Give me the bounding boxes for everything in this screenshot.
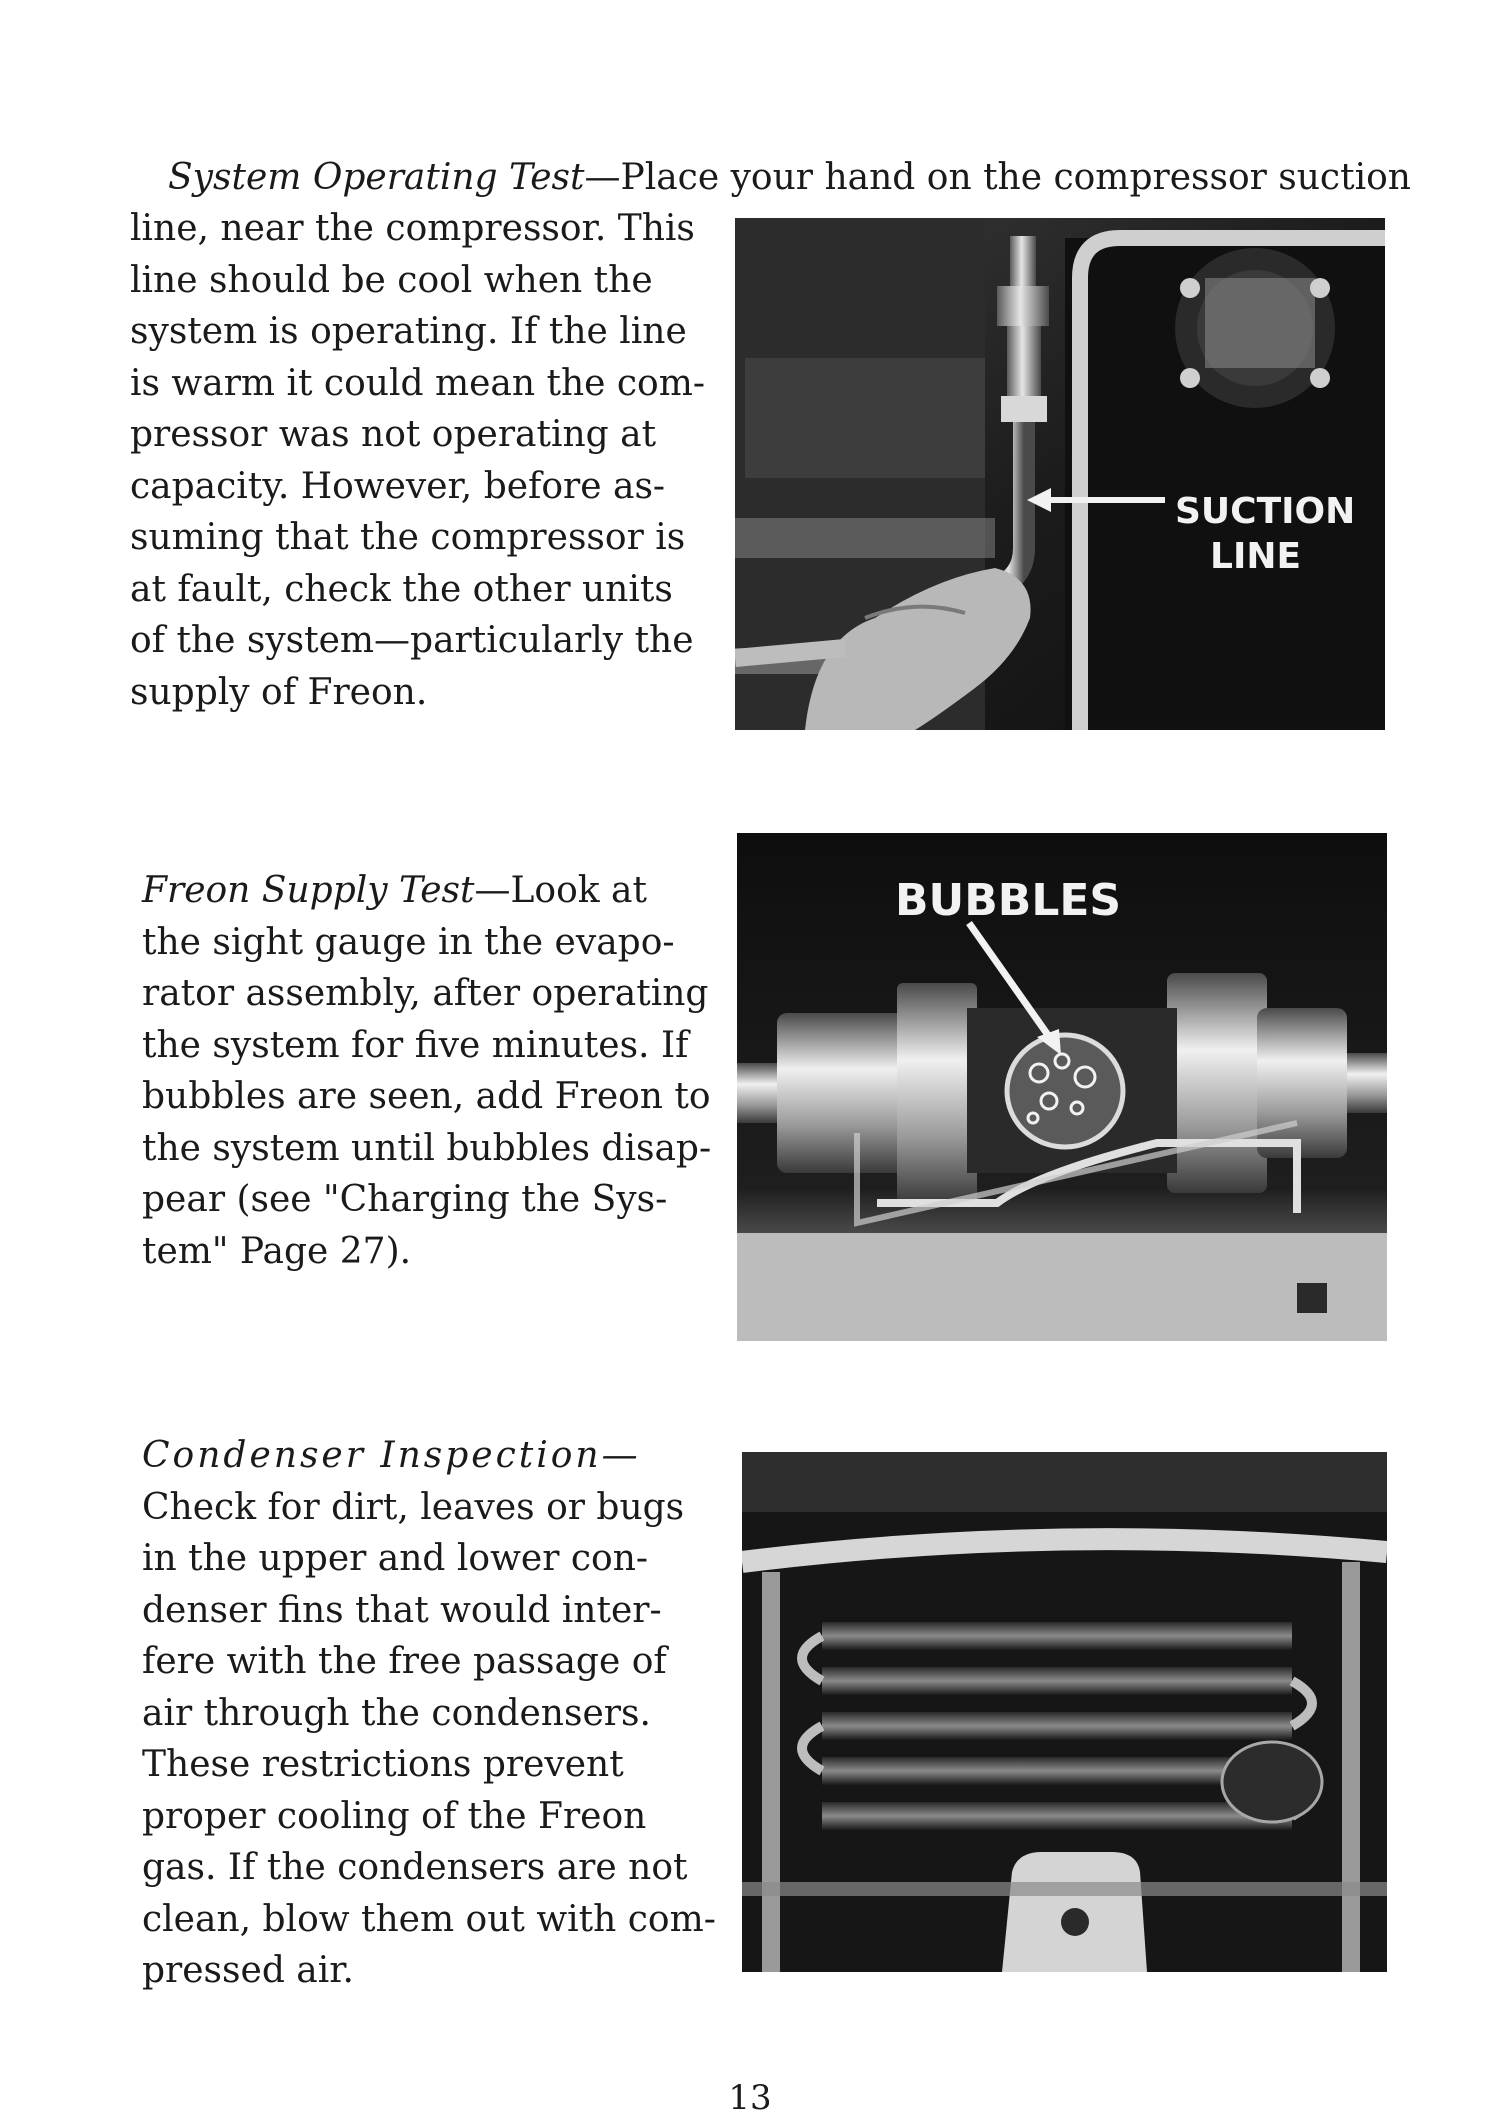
condenser-photo — [742, 1452, 1387, 1972]
section1-line: of the system—particularly the — [130, 620, 694, 661]
section1-line: capacity. However, before as- — [130, 465, 666, 507]
suction-line-photo — [735, 218, 1385, 730]
section2-first-line — [142, 865, 690, 917]
section2-heading: Freon Supply Test — [142, 870, 475, 911]
section3-line: proper cooling of the Freon — [142, 1795, 647, 1837]
section1-first-line — [168, 152, 1411, 204]
section3-body — [142, 1430, 716, 1997]
section3-line: pressed air. — [142, 1950, 354, 1991]
section3-line: clean, blow them out with com- — [142, 1898, 716, 1940]
section3-line: These restrictions prevent — [142, 1744, 624, 1785]
section1-line: system is operating. If the line — [130, 311, 687, 352]
section1-line: at fault, check the other units — [130, 568, 673, 610]
section2-line: the sight gauge in the evapo- — [142, 921, 675, 963]
section2-first-line-text: —Look at — [474, 870, 647, 911]
section2-line: bubbles are seen, add Freon to — [142, 1076, 711, 1117]
suction-label-line1: SUCTION — [1175, 491, 1356, 532]
section3-line: in the upper and lower con- — [142, 1538, 649, 1579]
section1-line: is warm it could mean the com- — [130, 362, 706, 404]
section3-line: Check for dirt, leaves or bugs — [142, 1486, 685, 1528]
section1-line: suming that the compressor is — [130, 517, 686, 558]
section3-line: fere with the free passage of — [142, 1641, 667, 1682]
suction-label-line2: LINE — [1210, 536, 1302, 577]
section3-line: air through the condensers. — [142, 1692, 651, 1734]
page-number: 13 — [728, 2078, 772, 2118]
section1-line: line should be cool when the — [130, 259, 653, 301]
section3-heading-line — [142, 1430, 702, 1482]
section2-line: the system for five minutes. If — [142, 1024, 689, 1066]
section1-line: pressor was not operating at — [130, 414, 657, 455]
section1-body — [130, 203, 706, 718]
section2-line: the system until bubbles disap- — [142, 1127, 712, 1169]
section1-line: line, near the compressor. This — [130, 208, 695, 249]
section2-line: pear (see "Charging the Sys- — [142, 1179, 668, 1220]
section3-line: gas. If the condensers are not — [142, 1847, 688, 1888]
section1-first-line-text: —Place your hand on the compressor suction — [584, 157, 1411, 198]
section2-body — [142, 865, 712, 1277]
sight-gauge-photo — [737, 833, 1387, 1341]
section2-line: rator assembly, after operating — [142, 973, 709, 1014]
bubbles-label: BUBBLES — [895, 875, 1122, 926]
section2-line: tem" Page 27). — [142, 1230, 412, 1272]
section3-line: denser fins that would inter- — [142, 1589, 662, 1631]
section1-line: supply of Freon. — [130, 671, 428, 713]
section1-heading: System Operating Test — [168, 157, 585, 198]
section3-heading: Condenser Inspection— — [142, 1435, 641, 1476]
